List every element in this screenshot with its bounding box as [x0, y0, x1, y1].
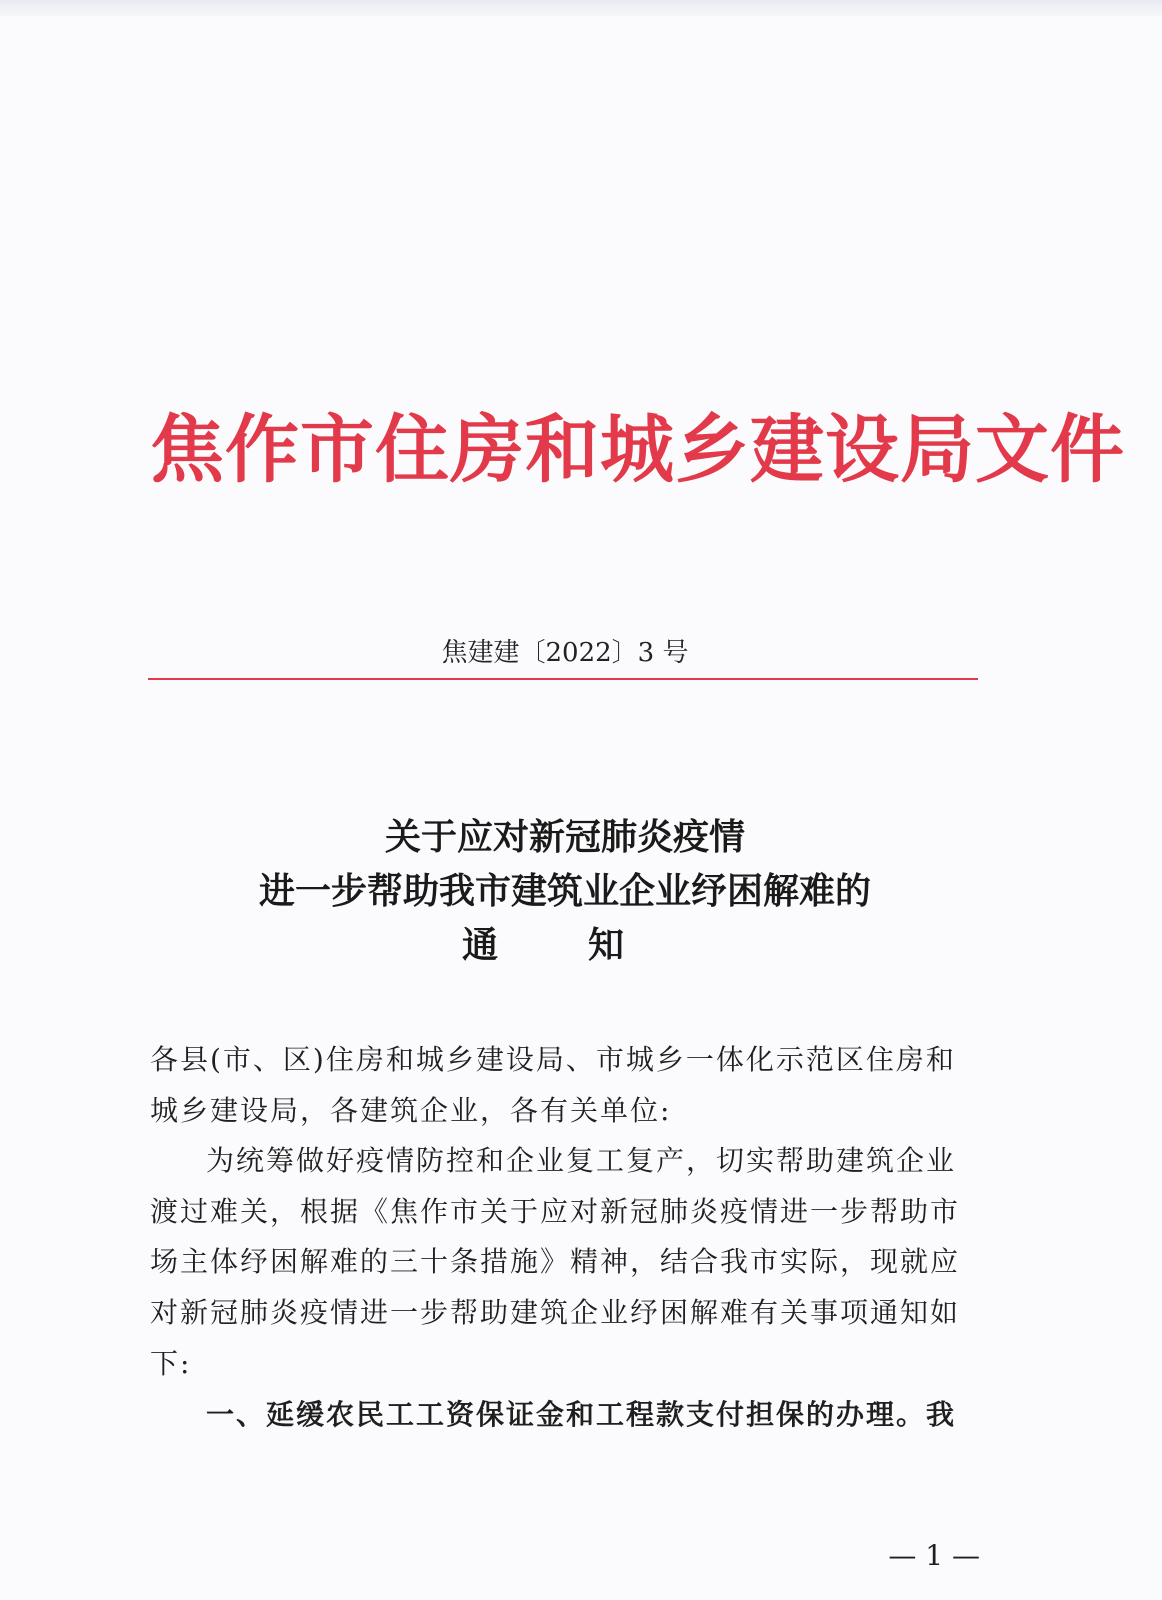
- red-separator-line: [148, 678, 978, 680]
- title-char-zhi: 知: [588, 925, 625, 966]
- paragraph-line: 对新冠肺炎疫情进一步帮助建筑企业纾困解难有关事项通知如: [150, 1296, 961, 1329]
- paragraph-line: 渡过难关，根据《焦作市关于应对新冠肺炎疫情进一步帮助市: [150, 1195, 961, 1228]
- issuing-authority-header: 焦作市住房和城乡建设局文件: [150, 407, 1125, 493]
- section-heading-1: 一、延缓农民工工资保证金和工程款支付担保的办理。我: [206, 1398, 957, 1431]
- scan-edge: [0, 0, 1162, 16]
- title-char-tong: 通: [462, 925, 499, 966]
- page-number: — 1 —: [888, 1539, 980, 1572]
- paragraph-line: 场主体纾困解难的三十条措施》精神，结合我市实际，现就应: [150, 1245, 961, 1278]
- paragraph-line: 下:: [150, 1347, 192, 1380]
- paragraph-line: 为统筹做好疫情防控和企业复工复产，切实帮助建筑企业: [206, 1144, 957, 1177]
- document-title-line-1: 关于应对新冠肺炎疫情: [384, 817, 745, 858]
- document-number: 焦建建〔2022〕3 号: [441, 638, 689, 668]
- salutation-line-2: 城乡建设局，各建筑企业，各有关单位:: [150, 1094, 672, 1127]
- document-title-line-2: 进一步帮助我市建筑业企业纾困解难的: [258, 871, 871, 912]
- salutation-line-1: 各县(市、区)住房和城乡建设局、市城乡一体化示范区住房和: [150, 1043, 956, 1076]
